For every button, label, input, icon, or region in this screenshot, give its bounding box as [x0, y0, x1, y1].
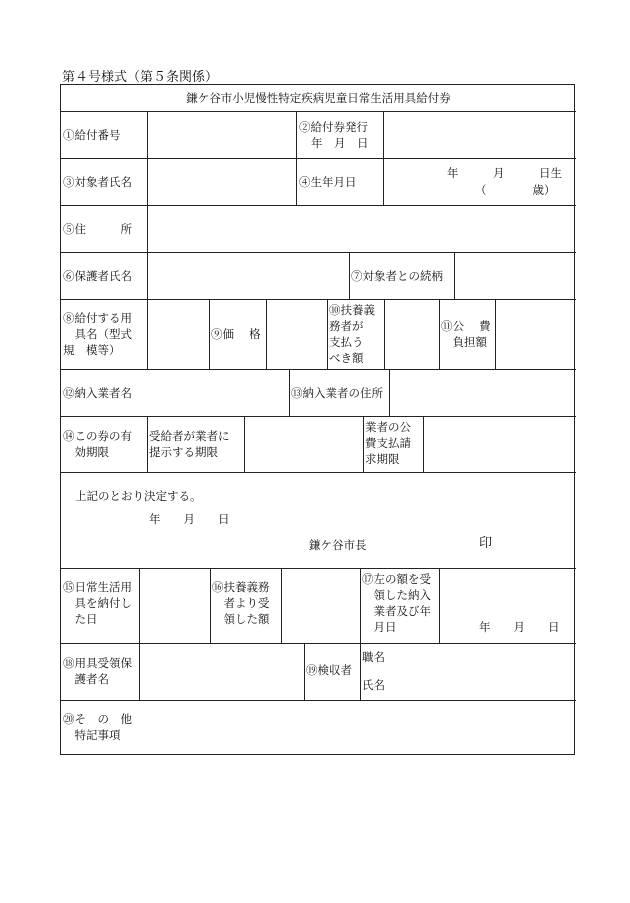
label-inspector-title: 職名 [362, 650, 385, 664]
label-issue-date: ②給付券発行 [299, 120, 368, 134]
label-receiving-guardian: ⑱用具受領保 護者名 [63, 656, 132, 686]
decision-text: 上記のとおり決定する。 [75, 489, 202, 503]
seal-mark: 印 [479, 536, 493, 551]
label-subject-name: ③対象者氏名 [63, 175, 132, 189]
col-divider [327, 299, 328, 369]
label-device-name: ⑧給付する用 具名（型式 規 模等） [63, 311, 132, 357]
row-divider [61, 472, 576, 473]
label-address: ⑤住 所 [63, 222, 132, 236]
form-number: 第４号様式（第５条関係） [62, 70, 219, 85]
label-inspector-name: 氏名 [362, 678, 385, 692]
label-delivery-date: ⑮日常生活用 具を納付し た日 [63, 580, 132, 626]
label-claim-deadline: 業者の公 費支払請 求期限 [365, 420, 411, 466]
row-divider [61, 158, 576, 159]
col-divider [360, 568, 361, 643]
label-remarks: ⑳そ の 他 特記事項 [63, 712, 132, 742]
label-guardian-name: ⑥保護者氏名 [63, 269, 132, 283]
row-divider [61, 369, 576, 370]
row-divider [61, 299, 576, 300]
col-divider [389, 369, 390, 416]
col-divider [281, 568, 282, 643]
col-divider [454, 252, 455, 299]
col-divider [139, 568, 140, 643]
row-divider [61, 416, 576, 417]
col-divider [495, 299, 496, 369]
label-birth-date: ④生年月日 [299, 175, 357, 189]
label-guardian-payment: ⑩扶養義 務者が 支払う べき額 [329, 303, 375, 365]
col-divider [439, 299, 440, 369]
label-relationship: ⑦対象者との続柄 [351, 269, 443, 283]
col-divider [349, 252, 350, 299]
col-divider [384, 299, 385, 369]
label-receiving-supplier: ⑰左の額を受 領した納入 業者及び年 月日 [362, 572, 431, 634]
row-divider [61, 205, 576, 206]
col-divider [210, 568, 211, 643]
label-supplier-address: ⑬納入業者の住所 [291, 386, 383, 400]
voucher-form [60, 84, 575, 755]
col-divider [423, 416, 424, 472]
col-divider [296, 111, 297, 158]
col-divider [363, 416, 364, 472]
age-placeholder: （ 歳） [475, 183, 556, 197]
col-divider [147, 111, 148, 158]
issue-date-placeholder: 年 月 日 [311, 136, 369, 150]
decision-date-placeholder: 年 月 日 [149, 512, 230, 526]
label-validity: ⑭この券の有 効期限 [63, 429, 132, 459]
label-public-burden: ⑪公 費 負担額 [441, 319, 491, 349]
col-divider [147, 299, 148, 369]
col-divider [209, 299, 210, 369]
col-divider [147, 252, 148, 299]
col-divider [289, 369, 290, 416]
col-divider [147, 205, 148, 252]
label-received-amount: ⑯扶養義務 者より受 領した額 [212, 580, 270, 626]
col-divider [147, 158, 148, 205]
mayor-label: 鎌ケ谷市長 [309, 538, 367, 552]
col-divider [244, 416, 245, 472]
col-divider [360, 643, 361, 700]
label-voucher-number: ①給付番号 [63, 128, 121, 142]
label-present-deadline: 受給者が業者に 提示する期限 [149, 429, 230, 459]
birth-date-placeholder: 年 月 日生 [447, 166, 562, 180]
form-heading: 鎌ケ谷市小児慢性特定疾病児童日常生活用具給付券 [186, 91, 451, 105]
row-divider [61, 111, 576, 112]
col-divider [266, 299, 267, 369]
label-price: ⑨価 格 [211, 327, 261, 341]
col-divider [139, 643, 140, 700]
row-divider [61, 252, 576, 253]
label-supplier-name: ⑫納入業者名 [63, 386, 132, 400]
col-divider [383, 158, 384, 205]
col-divider [439, 568, 440, 643]
col-divider [304, 643, 305, 700]
col-divider [383, 111, 384, 158]
receipt-date-placeholder: 年 月 日 [479, 620, 560, 634]
row-divider [61, 700, 576, 701]
col-divider [147, 416, 148, 472]
label-inspector: ⑲検収者 [306, 663, 352, 677]
col-divider [296, 158, 297, 205]
